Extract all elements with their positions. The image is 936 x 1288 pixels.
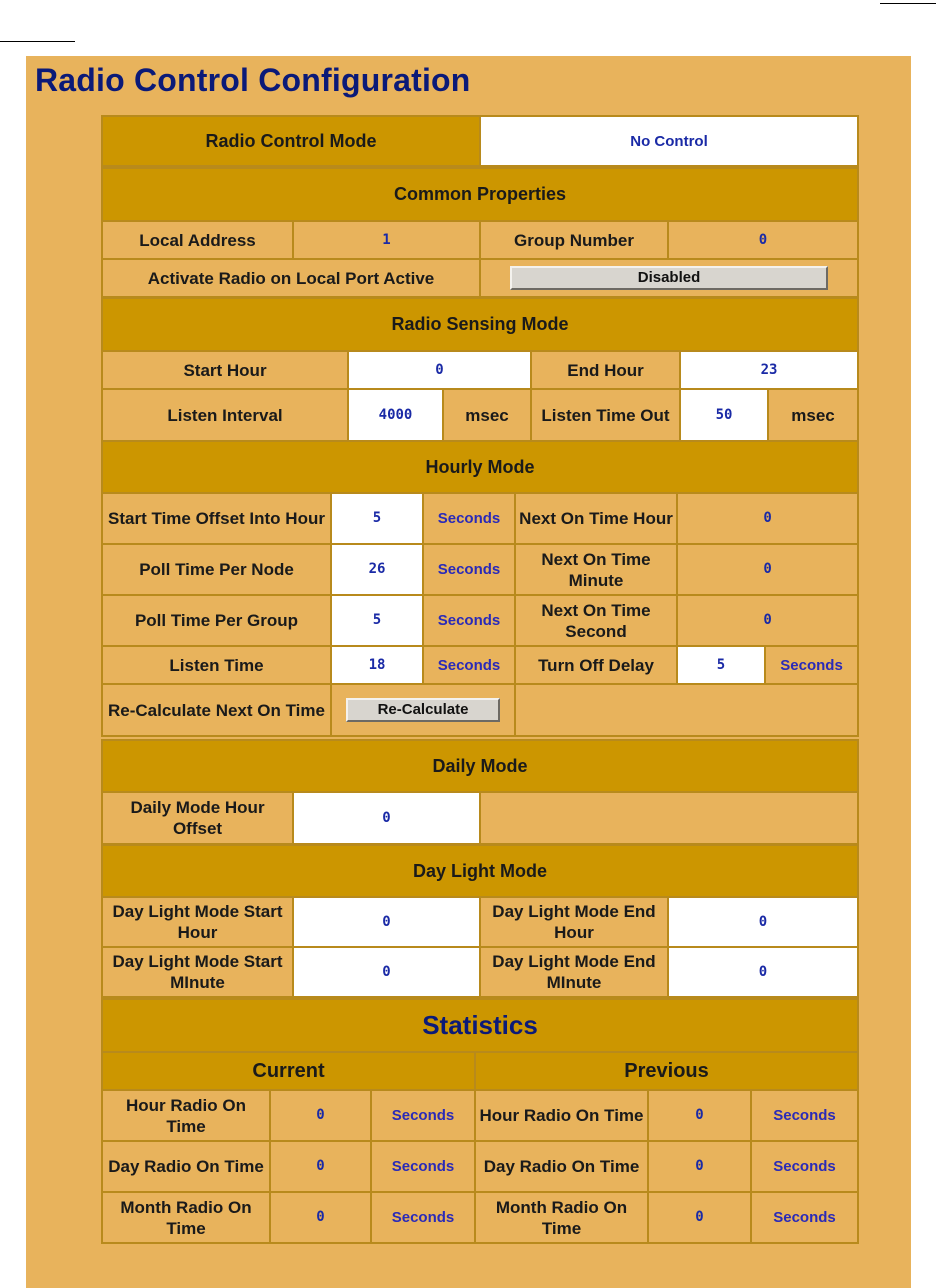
- daylight-start-hour-input[interactable]: 0: [293, 897, 480, 947]
- common-properties-header: Common Properties: [102, 168, 858, 221]
- day-radio-current-value: 0: [270, 1141, 371, 1192]
- statistics-current-header: Current: [102, 1052, 475, 1090]
- hourly-empty-cell: [515, 684, 858, 736]
- next-on-second-label: Next On Time Second: [515, 595, 677, 646]
- listen-interval-label: Listen Interval: [102, 389, 348, 441]
- top-left-rule: [0, 41, 75, 42]
- radio-control-mode-select[interactable]: No Control: [480, 116, 858, 166]
- daylight-end-hour-label: Day Light Mode End Hour: [480, 897, 668, 947]
- hour-radio-current-value: 0: [270, 1090, 371, 1141]
- hour-radio-previous-unit: Seconds: [751, 1090, 858, 1141]
- hourly-mode-header: Hourly Mode: [102, 441, 858, 493]
- statistics-header: Statistics: [102, 999, 858, 1052]
- day-radio-previous-label: Day Radio On Time: [475, 1141, 648, 1192]
- listen-interval-input[interactable]: 4000: [348, 389, 443, 441]
- listen-timeout-unit: msec: [768, 389, 858, 441]
- recalculate-button[interactable]: Re-Calculate: [346, 698, 500, 722]
- activate-radio-label: Activate Radio on Local Port Active: [102, 259, 480, 297]
- poll-group-input[interactable]: 5: [331, 595, 423, 646]
- end-hour-label: End Hour: [531, 351, 680, 389]
- daily-mode-header: Daily Mode: [102, 740, 858, 792]
- hour-radio-previous-value: 0: [648, 1090, 751, 1141]
- month-radio-previous-value: 0: [648, 1192, 751, 1243]
- radio-control-mode-label: Radio Control Mode: [102, 116, 480, 166]
- poll-node-label: Poll Time Per Node: [102, 544, 331, 595]
- next-on-hour-label: Next On Time Hour: [515, 493, 677, 544]
- hour-radio-current-label: Hour Radio On Time: [102, 1090, 270, 1141]
- activate-radio-cell: [480, 259, 858, 297]
- month-radio-previous-label: Month Radio On Time: [475, 1192, 648, 1243]
- hour-radio-previous-label: Hour Radio On Time: [475, 1090, 648, 1141]
- next-on-second-value: 0: [677, 595, 858, 646]
- daily-empty-cell: [480, 792, 858, 844]
- radio-control-table: [101, 115, 859, 167]
- daylight-start-minute-input[interactable]: 0: [293, 947, 480, 997]
- listen-timeout-label: Listen Time Out: [531, 389, 680, 441]
- start-offset-input[interactable]: 5: [331, 493, 423, 544]
- listen-interval-unit: msec: [443, 389, 531, 441]
- poll-node-unit: Seconds: [423, 544, 515, 595]
- radio-sensing-header: Radio Sensing Mode: [102, 298, 858, 351]
- daylight-start-hour-label: Day Light Mode Start Hour: [102, 897, 293, 947]
- hour-radio-current-unit: Seconds: [371, 1090, 475, 1141]
- daylight-end-minute-input[interactable]: 0: [668, 947, 858, 997]
- top-right-rule: [880, 3, 936, 4]
- next-on-minute-value: 0: [677, 544, 858, 595]
- recalculate-label: Re-Calculate Next On Time: [102, 684, 331, 736]
- listen-time-input[interactable]: 18: [331, 646, 423, 684]
- daylight-end-minute-label: Day Light Mode End MInute: [480, 947, 668, 997]
- poll-node-input[interactable]: 26: [331, 544, 423, 595]
- recalculate-cell: [331, 684, 515, 736]
- next-on-minute-label: Next On Time Minute: [515, 544, 677, 595]
- local-address-label: Local Address: [102, 221, 293, 259]
- daylight-end-hour-input[interactable]: 0: [668, 897, 858, 947]
- poll-group-label: Poll Time Per Group: [102, 595, 331, 646]
- day-radio-current-unit: Seconds: [371, 1141, 475, 1192]
- listen-time-label: Listen Time: [102, 646, 331, 684]
- statistics-previous-header: Previous: [475, 1052, 858, 1090]
- day-radio-previous-unit: Seconds: [751, 1141, 858, 1192]
- start-hour-input[interactable]: 0: [348, 351, 531, 389]
- turn-off-delay-input[interactable]: 5: [677, 646, 765, 684]
- daily-offset-label: Daily Mode Hour Offset: [102, 792, 293, 844]
- start-offset-label: Start Time Offset Into Hour: [102, 493, 331, 544]
- group-number-label: Group Number: [480, 221, 668, 259]
- group-number-value: 0: [668, 221, 858, 259]
- listen-time-unit: Seconds: [423, 646, 515, 684]
- page-title: Radio Control Configuration: [35, 62, 471, 98]
- local-address-value: 1: [293, 221, 480, 259]
- statistics-table: [101, 998, 859, 1244]
- table-row: [102, 1090, 858, 1141]
- month-radio-current-value: 0: [270, 1192, 371, 1243]
- turn-off-delay-label: Turn Off Delay: [515, 646, 677, 684]
- turn-off-delay-unit: Seconds: [765, 646, 858, 684]
- daylight-mode-table: [101, 844, 859, 998]
- start-offset-unit: Seconds: [423, 493, 515, 544]
- day-radio-previous-value: 0: [648, 1141, 751, 1192]
- next-on-hour-value: 0: [677, 493, 858, 544]
- day-radio-current-label: Day Radio On Time: [102, 1141, 270, 1192]
- radio-sensing-table: [101, 297, 859, 442]
- poll-group-unit: Seconds: [423, 595, 515, 646]
- month-radio-previous-unit: Seconds: [751, 1192, 858, 1243]
- month-radio-current-unit: Seconds: [371, 1192, 475, 1243]
- month-radio-current-label: Month Radio On Time: [102, 1192, 270, 1243]
- daylight-mode-header: Day Light Mode: [102, 845, 858, 897]
- daylight-start-minute-label: Day Light Mode Start MInute: [102, 947, 293, 997]
- table-row: [102, 1192, 858, 1243]
- listen-timeout-input[interactable]: 50: [680, 389, 768, 441]
- daily-mode-table: [101, 739, 859, 845]
- start-hour-label: Start Hour: [102, 351, 348, 389]
- table-row: [102, 1141, 858, 1192]
- daily-offset-input[interactable]: 0: [293, 792, 480, 844]
- common-properties-table: [101, 167, 859, 298]
- end-hour-input[interactable]: 23: [680, 351, 858, 389]
- hourly-mode-table: [101, 440, 859, 737]
- activate-radio-button[interactable]: Disabled: [510, 266, 828, 290]
